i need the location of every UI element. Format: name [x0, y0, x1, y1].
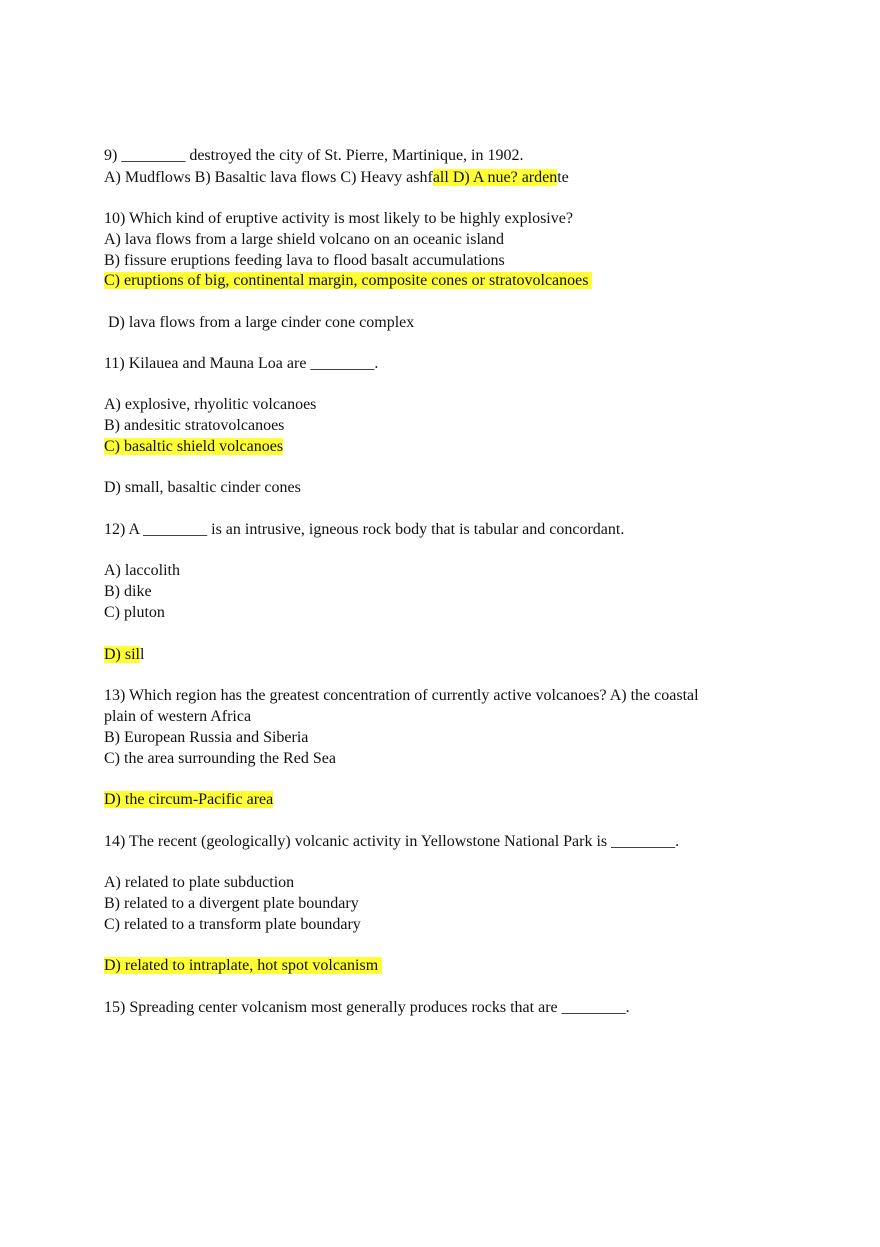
q11-option-b: B) andesitic stratovolcanoes — [104, 417, 285, 434]
q10-option-c — [104, 271, 592, 291]
q11-option-a: A) explosive, rhyolitic volcanoes — [104, 396, 317, 413]
q9-stem: 9) ________ destroyed the city of St. Pierre, Martinique, in 1902. — [104, 147, 524, 164]
q12-option-b: B) dike — [104, 583, 152, 600]
q9-options-plain: A) Mudflows B) Basaltic lava flows C) Heavy ashf — [104, 169, 433, 186]
q15-stem: 15) Spreading center volcanism most generally produces rocks that are ________. — [104, 999, 630, 1016]
q12-option-d — [104, 645, 144, 665]
q13-stem-cont: plain of western Africa — [104, 708, 252, 725]
q13-answer-highlight: D) the circum-Pacific area — [104, 791, 274, 808]
q9-answer-highlight: all D) A nue? arden — [432, 169, 558, 186]
q14-answer-highlight: D) related to intraplate, hot spot volcanism — [104, 957, 383, 974]
q14-option-d — [104, 956, 382, 976]
q14-option-a: A) related to plate subduction — [104, 874, 295, 891]
q10-stem: 10) Which kind of eruptive activity is most likely to be highly explosive? — [104, 210, 573, 227]
q14-option-b: B) related to a divergent plate boundary — [104, 895, 359, 912]
q11-option-c — [104, 437, 283, 457]
q12-answer-highlight: D) sil — [104, 646, 140, 663]
q13-option-c: C) the area surrounding the Red Sea — [104, 750, 336, 767]
q13-option-d — [104, 790, 273, 810]
q10-option-d: D) lava flows from a large cinder cone complex — [104, 314, 415, 331]
q10-answer-highlight: C) eruptions of big, continental margin, composite cones or stratovolcanoes — [104, 272, 593, 289]
q9-options — [104, 168, 569, 188]
q9-options-tail: te — [557, 169, 569, 186]
q13-stem: 13) Which region has the greatest concentration of currently active volcanoes? A) the coastal — [104, 687, 699, 704]
q13-option-b: B) European Russia and Siberia — [104, 729, 309, 746]
q10-option-a: A) lava flows from a large shield volcano on an oceanic island — [104, 231, 505, 248]
q12-stem: 12) A ________ is an intrusive, igneous rock body that is tabular and concordant. — [104, 521, 625, 538]
q10-option-b: B) fissure eruptions feeding lava to flood basalt accumulations — [104, 252, 505, 269]
q11-option-d: D) small, basaltic cinder cones — [104, 479, 301, 496]
q11-stem: 11) Kilauea and Mauna Loa are ________. — [104, 355, 379, 372]
q12-option-d-tail: l — [140, 646, 145, 663]
q14-stem: 14) The recent (geologically) volcanic activity in Yellowstone National Park is ________. — [104, 833, 680, 850]
q12-option-a: A) laccolith — [104, 562, 180, 579]
q11-answer-highlight: C) basaltic shield volcanoes — [104, 438, 284, 455]
q12-option-c: C) pluton — [104, 604, 165, 621]
q14-option-c: C) related to a transform plate boundary — [104, 916, 361, 933]
